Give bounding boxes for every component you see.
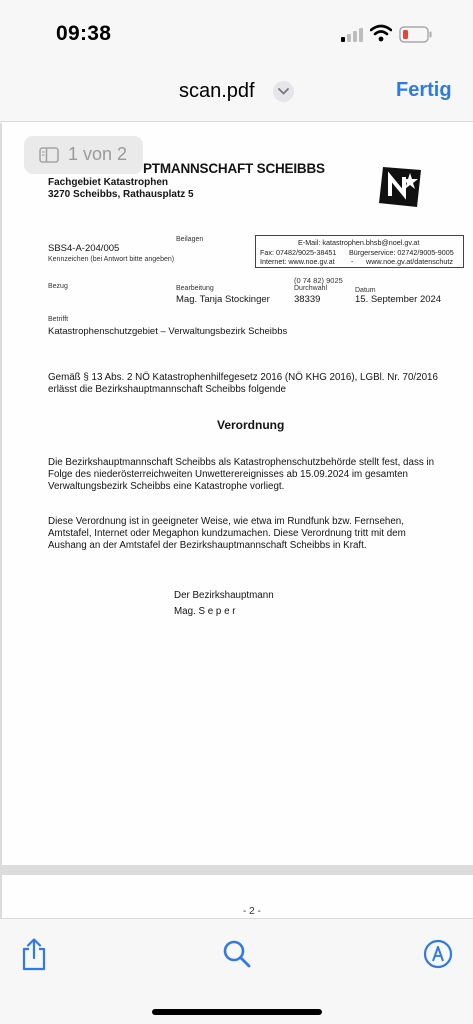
document-title[interactable]: scan.pdf: [179, 80, 255, 102]
betrifft-label: Betrifft: [48, 316, 69, 323]
signer-title: Der Bezirkshauptmann: [174, 590, 274, 601]
status-bar: [0, 0, 473, 66]
reference-number: SBS4-A-204/005: [48, 243, 120, 254]
bearbeitung-label: Bearbeitung: [176, 285, 214, 292]
contact-email: E-Mail: katastrophen.bhsb@noel.gv.at: [298, 238, 420, 247]
page-indicator[interactable]: [24, 136, 143, 174]
paragraph-1-line-3: Verwaltungsbezirk Scheibbs eine Katastrophe vorliegt.: [48, 481, 285, 492]
paragraph-2-line-3: Aushang an der Amtstafel der Bezirkshauptmannschaft Scheibbs in Kraft.: [48, 540, 367, 551]
done-button[interactable]: Fertig: [396, 79, 452, 101]
contact-datenschutz: www.noe.gv.at/datenschutz: [366, 257, 453, 266]
beilagen-label: Beilagen: [176, 236, 204, 243]
document-heading: Verordnung: [217, 418, 285, 432]
home-indicator: [152, 1009, 322, 1015]
bezug-label: Bezug: [48, 283, 68, 290]
share-icon[interactable]: [20, 937, 48, 971]
contact-fax: Fax: 07482/9025-38451: [260, 248, 337, 257]
cellular-signal-icon: [341, 28, 363, 42]
bottom-toolbar: [0, 918, 473, 1024]
paragraph-1-line-2: Folge des niederösterreichweiten Unwetterereignisses ab 15.09.2024 im gesamten: [48, 469, 408, 480]
battery-low-icon: [399, 26, 433, 43]
datum-value: 15. September 2024: [355, 294, 442, 305]
status-time: 09:38: [56, 22, 112, 45]
contact-internet: Internet: www.noe.gv.at: [260, 257, 335, 266]
contact-dash: -: [351, 257, 354, 266]
letterhead-address: 3270 Scheibbs, Rathausplatz 5: [48, 189, 194, 200]
intro-line-1: Gemäß § 13 Abs. 2 NÖ Katastrophenhilfegesetz 2016 (NÖ KHG 2016), LGBl. Nr. 70/2016: [48, 372, 438, 383]
reference-caption: Kennzeichen (bei Antwort bitte angeben): [48, 256, 175, 263]
signer-name: Mag. S e p e r: [174, 606, 236, 617]
letterhead-title: PTMANNSCHAFT SCHEIBBS: [143, 161, 325, 176]
phone-prefix: (0 74 82) 9025: [294, 276, 343, 285]
durchwahl-label: Durchwahl: [294, 285, 328, 292]
wifi-icon: [370, 24, 392, 42]
letterhead-department: Fachgebiet Katastrophen: [48, 177, 169, 188]
contact-box: [255, 235, 464, 268]
paragraph-2-line-1: Diese Verordnung ist in geeigneter Weise, wie etwa im Rundfunk bzw. Fernsehen,: [48, 516, 404, 527]
durchwahl-value: 38339: [294, 294, 321, 305]
chevron-down-icon: [278, 88, 289, 95]
search-icon[interactable]: [222, 939, 252, 969]
pdf-page-next: [2, 875, 473, 918]
intro-line-2: erlässt die Bezirkshauptmannschaft Scheibbs folgende: [48, 384, 286, 395]
betrifft-value: Katastrophenschutzgebiet – Verwaltungsbezirk Scheibbs: [48, 326, 288, 337]
datum-label: Datum: [355, 287, 376, 294]
markup-icon[interactable]: [423, 939, 453, 969]
contact-buergerservice: Bürgerservice: 02742/9005-9005: [349, 248, 454, 257]
paragraph-2-line-2: Amtstafel, Internet oder Megaphon kundzumachen. Diese Verordnung tritt mit dem: [48, 528, 406, 539]
sidebar-icon: [39, 147, 59, 163]
page-number-label: - 2 -: [243, 906, 261, 917]
paragraph-1-line-1: Die Bezirkshauptmannschaft Scheibbs als Katastrophenschutzbehörde stellt fest, dass in: [48, 457, 435, 468]
noe-logo-icon: [377, 165, 423, 209]
bearbeitung-value: Mag. Tanja Stockinger: [176, 294, 270, 305]
navigation-bar: [0, 66, 473, 122]
page-indicator-label: 1 von 2: [68, 144, 128, 164]
title-menu-button[interactable]: [273, 81, 294, 102]
